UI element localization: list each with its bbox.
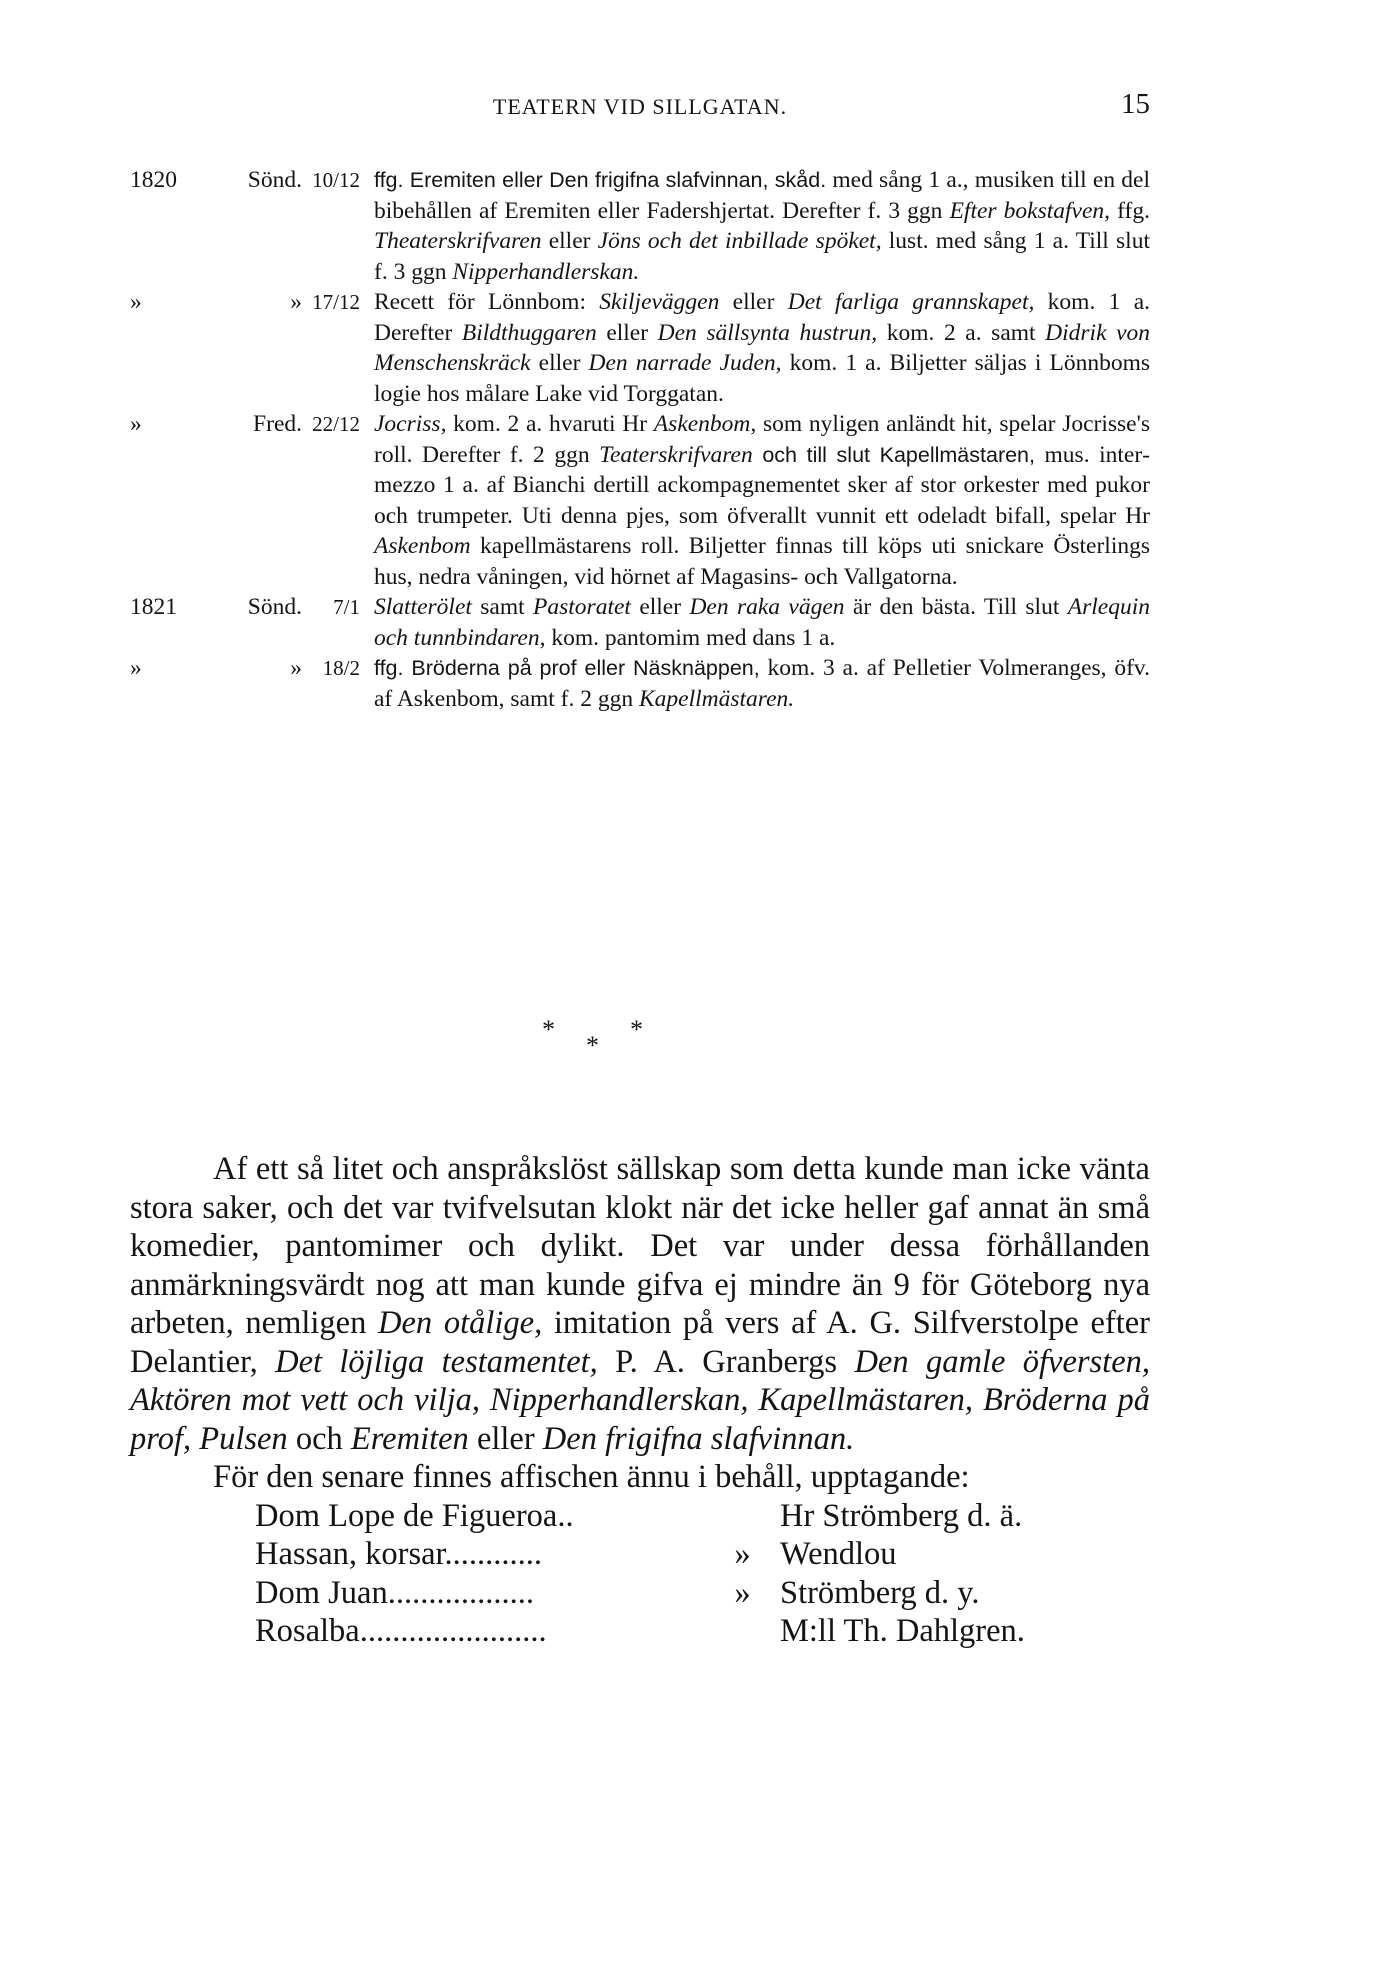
- text-run: ffg.: [1110, 197, 1151, 224]
- text-run: Det löjliga testamentet,: [275, 1343, 598, 1380]
- entry-text: [374, 653, 1150, 714]
- text-run: med sång 1 a., musiken till en del bibehållen af Eremiten eller Fadershjertat. Derefter f. 3 ggn: [374, 167, 1150, 224]
- cast-actor: M:ll Th. Dahlgren.: [780, 1613, 1025, 1649]
- performance-entry: [130, 165, 1150, 287]
- entry-weekday: Fred.: [253, 411, 302, 437]
- text-run: som nyligen anländt hit, spelar Jocrisse's roll. Derefter f. 2 ggn: [374, 411, 1150, 468]
- entry-date: 17/12: [312, 290, 360, 314]
- text-run: kom. 1 a. Biljetter säljas i Lönnboms logie hos målare Lake vid Torggatan.: [374, 350, 1151, 407]
- entry-year: 1821: [130, 594, 177, 620]
- entry-date: 18/2: [322, 656, 360, 680]
- entry-weekday: »: [290, 655, 302, 681]
- text-run: Det farliga grannskapet,: [787, 289, 1035, 315]
- entry-weekday: »: [290, 289, 302, 315]
- entry-text: [374, 287, 1150, 409]
- text-run: och till slut Kapellmästaren,: [752, 442, 1035, 467]
- entry-date: 7/1: [333, 595, 360, 619]
- text-run: Askenbom,: [653, 411, 757, 437]
- entry-year: »: [130, 411, 142, 437]
- cast-actor: Strömberg d. y.: [780, 1574, 980, 1611]
- entry-weekday: Sönd.: [247, 167, 302, 193]
- text-run: Den raka vägen: [689, 594, 845, 620]
- cast-row: [255, 1574, 1150, 1613]
- text-run: Nipperhandlerskan.: [452, 258, 640, 285]
- ditto-mark: [705, 1497, 780, 1536]
- cast-row: [255, 1535, 1150, 1574]
- ditto-mark: »: [734, 1574, 751, 1611]
- cast-actor: Hr Strömberg d. ä.: [780, 1497, 1023, 1534]
- text-run: Den otålige,: [378, 1305, 543, 1341]
- entry-text: [374, 409, 1150, 592]
- section-separator: [500, 1015, 800, 1075]
- text-run: kapellmästarens roll. Biljetter finnas till köps uti snickare Österlings hus, nedra våningen, vid hörnet af Magasins- och Vallgatorna.: [374, 533, 1150, 590]
- text-run: Af ett så litet och anspråkslöst sällskap som detta kunde man icke vänta stora saker, och det var tvifvelsutan klokt när det icke heller gaf annat än små komedier, pantomimer och dylikt. Det var under dessa förhållanden anmärkningsvärdt nog att man kunde gifva ej mindre än 9 för Göteborg nya arbeten, nemligen: [130, 1151, 1150, 1341]
- paragraph: För den senare finnes affischen ännu i behåll, upptagande:: [213, 1459, 970, 1495]
- text-run: Kapellmästaren.: [639, 685, 795, 712]
- text-run: Askenbom: [374, 533, 471, 559]
- entry-year: 1820: [130, 167, 177, 193]
- text-run: Arlequin och tunnbindaren,: [374, 594, 1150, 651]
- running-title: TEATERN VID SILLGATAN.: [492, 94, 788, 119]
- paragraph: [130, 1150, 1150, 1458]
- text-run: kom. pantomim med dans 1 a.: [545, 624, 836, 651]
- text-run: ffg. Eremiten eller Den frigifna slafvinnan, skåd.: [374, 168, 827, 192]
- text-run: Efter bokstafven,: [949, 197, 1111, 224]
- ditto-mark: »: [734, 1536, 751, 1572]
- text-run: Den frigifna slafvinnan.: [542, 1420, 855, 1457]
- text-run: Slatterölet: [374, 594, 472, 620]
- cast-actor: Wendlou: [780, 1536, 897, 1572]
- cast-row: [255, 1612, 1150, 1651]
- entry-year: »: [130, 289, 142, 315]
- text-run: lust. med sång 1 a. Till slut f. 3 ggn: [374, 228, 1150, 285]
- text-run: ffg. Bröderna på prof eller Näsknäppen,: [374, 656, 760, 680]
- text-run: P. A. Granbergs: [597, 1343, 855, 1380]
- cast-role: Dom Lope de Figueroa..: [255, 1497, 574, 1534]
- entry-date: 22/12: [312, 412, 360, 436]
- text-run: är den bästa. Till slut: [844, 594, 1068, 620]
- text-run: Recett för Lönnbom:: [374, 289, 600, 315]
- entry-weekday: Sönd.: [247, 594, 302, 620]
- text-run: mus. intermezzo 1 a. af Bianchi dertill ackompagnementet sker af stor orkester med pukor och trumpeter. Uti denna pjes, som öfverallt vunnit ett odeladt bifall, spelar Hr: [374, 441, 1150, 529]
- text-run: samt: [471, 594, 534, 620]
- body-text: [130, 1150, 1150, 1651]
- cast-list: [130, 1497, 1150, 1651]
- performance-entry: [130, 653, 1150, 714]
- performance-entry: [130, 592, 1150, 653]
- text-run: kom. 3 a. af Pelletier Volmeranges, öfv. af Askenbom, samt f. 2 ggn: [374, 655, 1151, 712]
- text-run: eller: [468, 1420, 543, 1457]
- cast-role: Rosalba.......................: [255, 1613, 547, 1649]
- entry-date: 10/12: [312, 168, 360, 192]
- text-run: Bildthuggaren: [461, 319, 597, 346]
- text-run: Theaterskrifvaren: [374, 228, 542, 254]
- entry-text: [374, 165, 1150, 287]
- text-run: eller: [719, 289, 788, 315]
- text-run: Didrik von Menschenskräck: [374, 319, 1150, 376]
- text-run: eller: [530, 350, 589, 376]
- text-run: imitation på vers af A. G. Silfverstolpe efter Delantier,: [130, 1305, 1150, 1380]
- text-run: eller: [596, 319, 658, 346]
- ditto-mark: [705, 1612, 780, 1651]
- text-run: kom. 1 a. Derefter: [374, 289, 1151, 346]
- running-header: [130, 88, 1150, 134]
- text-run: kom. 2 a. samt: [877, 319, 1046, 346]
- text-run: Den gamle öfversten, Aktören mot vett och vilja, Nipperhandlerskan, Kapellmästaren, Bröderna på prof, Pulsen: [130, 1343, 1150, 1457]
- entry-text: [374, 592, 1150, 653]
- performance-list: [130, 165, 1150, 714]
- entry-year: »: [130, 655, 142, 681]
- cast-role: Hassan, korsar............: [255, 1536, 543, 1572]
- text-run: eller: [630, 594, 690, 620]
- text-run: Pastoratet: [533, 594, 631, 620]
- page-number: 15: [1121, 88, 1150, 120]
- separator-star: *: [542, 1015, 555, 1044]
- cast-row: [255, 1497, 1150, 1536]
- text-run: Teaterskrifvaren: [599, 441, 753, 468]
- text-run: Den sällsynta hustrun,: [657, 319, 878, 346]
- text-run: Jöns och det inbillade spöket,: [597, 228, 882, 254]
- text-run: kom. 2 a. hvaruti Hr: [446, 411, 654, 437]
- text-run: och: [287, 1420, 351, 1457]
- cast-role: Dom Juan..................: [255, 1574, 534, 1611]
- performance-entry: [130, 409, 1150, 592]
- text-run: Jocriss,: [374, 411, 447, 437]
- performance-entry: [130, 287, 1150, 409]
- separator-star: *: [586, 1031, 599, 1060]
- separator-star: *: [630, 1015, 643, 1044]
- text-run: Eremiten: [350, 1420, 469, 1457]
- text-run: Den narrade Juden,: [588, 350, 782, 376]
- text-run: Skiljeväggen: [599, 289, 720, 315]
- text-run: eller: [541, 228, 598, 254]
